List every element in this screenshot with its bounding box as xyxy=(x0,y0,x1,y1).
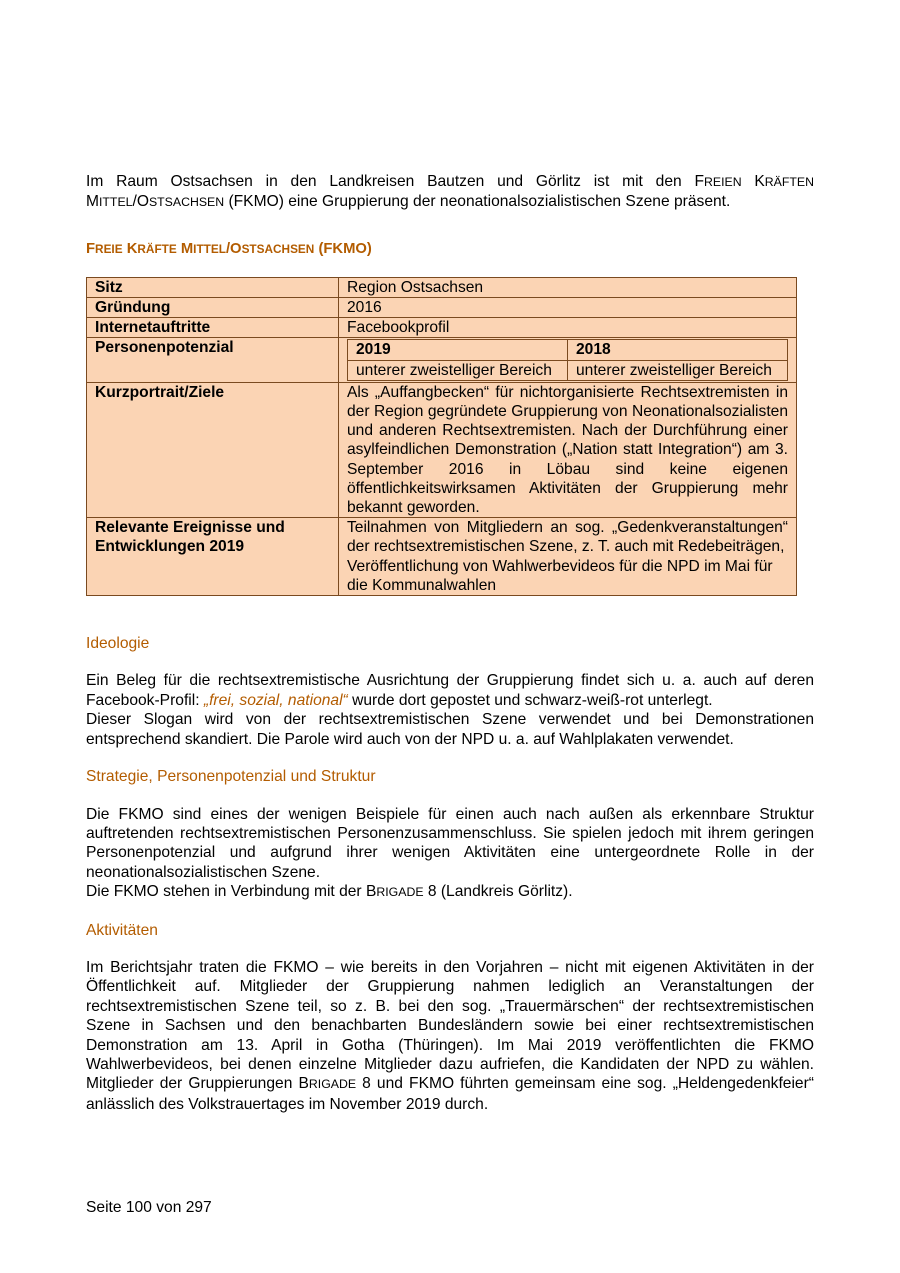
title-initial: K xyxy=(122,240,138,257)
org-name-initial: F xyxy=(694,173,705,190)
paragraph xyxy=(86,671,814,710)
title-smallcaps: REIE xyxy=(95,241,123,256)
org-name-initial: M xyxy=(86,193,99,211)
paragraph xyxy=(86,958,814,1114)
text: 8 (Landkreis Görlitz). xyxy=(423,883,573,901)
org-name-smallcaps: REIEN xyxy=(704,175,742,189)
section-title xyxy=(86,240,814,259)
table-row xyxy=(87,518,797,596)
text: Die FKMO stehen in Verbindung mit der xyxy=(86,883,366,901)
page-number: Seite 100 von 297 xyxy=(86,1199,212,1216)
subtable-header-row xyxy=(348,340,788,360)
intro-paragraph xyxy=(86,172,814,213)
table-label: Gründung xyxy=(87,298,339,318)
table-row xyxy=(87,298,797,318)
text: Ein Beleg für die rechtsextremistische Ausrichtung der Gruppierung findet sich u. a. auch auf deren Facebook-Profil: xyxy=(86,672,814,709)
paragraph: Dieser Slogan wird von der rechtsextremistischen Szene verwendet und bei Demonstrationen entsprechend skandiert. Die Parole wird auch von der NPD u. a. auf Wahlplakaten verwendet. xyxy=(86,711,814,748)
org-name-smallcaps: STSACHSEN xyxy=(148,195,225,210)
table-label: Relevante Ereignisse und Entwicklungen 2019 xyxy=(87,518,339,596)
table-value: 2016 xyxy=(339,298,797,318)
table-label: Personenpotenzial xyxy=(87,338,339,382)
title-smallcaps: ITTEL xyxy=(193,241,226,256)
org-initial: B xyxy=(365,883,377,901)
table-row xyxy=(87,382,797,517)
intro-text: (FKMO) eine Gruppierung der neonationalsozialistischen Szene präsent. xyxy=(224,193,731,211)
year-header: 2018 xyxy=(568,340,788,360)
table-row xyxy=(87,277,797,297)
event-item: Veröffentlichung von Wahlwerbevideos für die NPD im Mai für die Kommunalwahlen xyxy=(347,557,773,594)
event-item: Teilnahmen von Mitgliedern an sog. „Gedenkveranstaltungen“ der rechtsextremistischen Szene, z. T. auch mit Redebeiträgen, xyxy=(347,519,788,556)
title-initial: M xyxy=(176,240,194,257)
slogan-quote: „frei, sozial, national“ xyxy=(203,691,348,709)
table-value xyxy=(339,338,797,382)
heading-ideologie: Ideologie xyxy=(86,635,150,653)
table-value: Facebookprofil xyxy=(339,318,797,338)
title-suffix: (FKMO) xyxy=(314,240,372,257)
table-value: Als „Auffangbecken“ für nichtorganisierte Rechtsextremisten in der Region gegründete Gruppierung von Neonationalsozialisten und anderen Rechtsextremisten. Nach der Durchführung einer asylfeindlichen Demonstration („Nation statt Integration“) am 3. September 2016 in Löbau sind keine eigenen öffentlichkeitswirksamen Aktivitäten der Gruppierung mehr bekannt geworden. xyxy=(339,382,797,517)
aktivitaeten-body xyxy=(86,958,814,1114)
table-value: Region Ostsachsen xyxy=(339,277,797,297)
year-value: unterer zweistelliger Bereich xyxy=(568,360,788,380)
heading-strategie: Strategie, Personenpotenzial und Struktur xyxy=(86,768,376,786)
year-header: 2019 xyxy=(348,340,568,360)
table-row xyxy=(87,338,797,382)
table-value xyxy=(339,518,797,596)
org-smallcaps: RIGADE xyxy=(308,1077,357,1092)
year-value: unterer zweistelliger Bereich xyxy=(348,360,568,380)
title-initial: F xyxy=(86,240,96,257)
title-smallcaps: STSACHSEN xyxy=(241,241,315,256)
org-name-smallcaps: ITTEL xyxy=(99,195,133,210)
paragraph: Die FKMO sind eines der wenigen Beispiele für einen auch nach außen als erkennbare Struktur auftretenden rechtsextremistischen Personenzusammenschluss. Sie spielen jedoch mit ihrem geringen Personenpotenzial und aufgrund ihrer wenigen Aktivitäten eine untergeordnete Rolle in der neonationalsozialistischen Szene. xyxy=(86,805,814,881)
text: 8 und FKMO führten gemeinsam eine sog. „Heldengedenkfeier“ anlässlich des Volkstrauertages im November 2019 durch. xyxy=(86,1075,814,1113)
org-name-initial: /O xyxy=(132,193,149,211)
title-initial: /O xyxy=(225,240,242,257)
text: wurde dort gepostet und schwarz-weiß-rot unterlegt. xyxy=(347,691,713,709)
heading-aktivitaeten: Aktivitäten xyxy=(86,921,158,939)
title-smallcaps: RÄFTE xyxy=(137,241,177,256)
table-label: Sitz xyxy=(87,277,339,297)
table-label: Kurzportrait/Ziele xyxy=(87,382,339,517)
org-name-initial: K xyxy=(741,173,765,190)
paragraph xyxy=(86,882,814,902)
org-name-smallcaps: RÄFTEN xyxy=(764,175,814,189)
org-smallcaps: RIGADE xyxy=(376,885,424,900)
table-label: Internetauftritte xyxy=(87,318,339,338)
text: Im Berichtsjahr traten die FKMO – wie bereits in den Vorjahren – nicht mit eigenen Aktivitäten in der Öffentlichkeit auf. Mitglieder der Gruppierung nahmen lediglich an Veranstaltungen der rechtsextremistischen Szene teil, so z. B. bei den sog. „Trauermärschen“ der rechtsextremistischen Szene in Sachsen und den benachbarten Bundesländern sowie bei einer rechtsextremistischen Demonstration am 13. April in Gotha (Thüringen). Im Mai 2019 veröffentlichten die FKMO Wahlwerbevideos, bei denen einzelne Mitglieder dazu aufriefen, die Kandidaten der NPD zu wählen. Mitglieder der Gruppierungen xyxy=(86,958,814,1093)
subtable-value-row xyxy=(348,360,788,380)
intro-text: Im Raum Ostsachsen in den Landkreisen Bautzen und Görlitz ist mit den xyxy=(86,173,695,190)
table-row xyxy=(87,318,797,338)
ideologie-body xyxy=(86,671,814,749)
organization-info-table xyxy=(86,277,797,596)
org-initial: B xyxy=(298,1075,309,1093)
personen-subtable xyxy=(347,339,788,380)
strategie-body xyxy=(86,805,814,903)
page-content xyxy=(86,172,814,1132)
